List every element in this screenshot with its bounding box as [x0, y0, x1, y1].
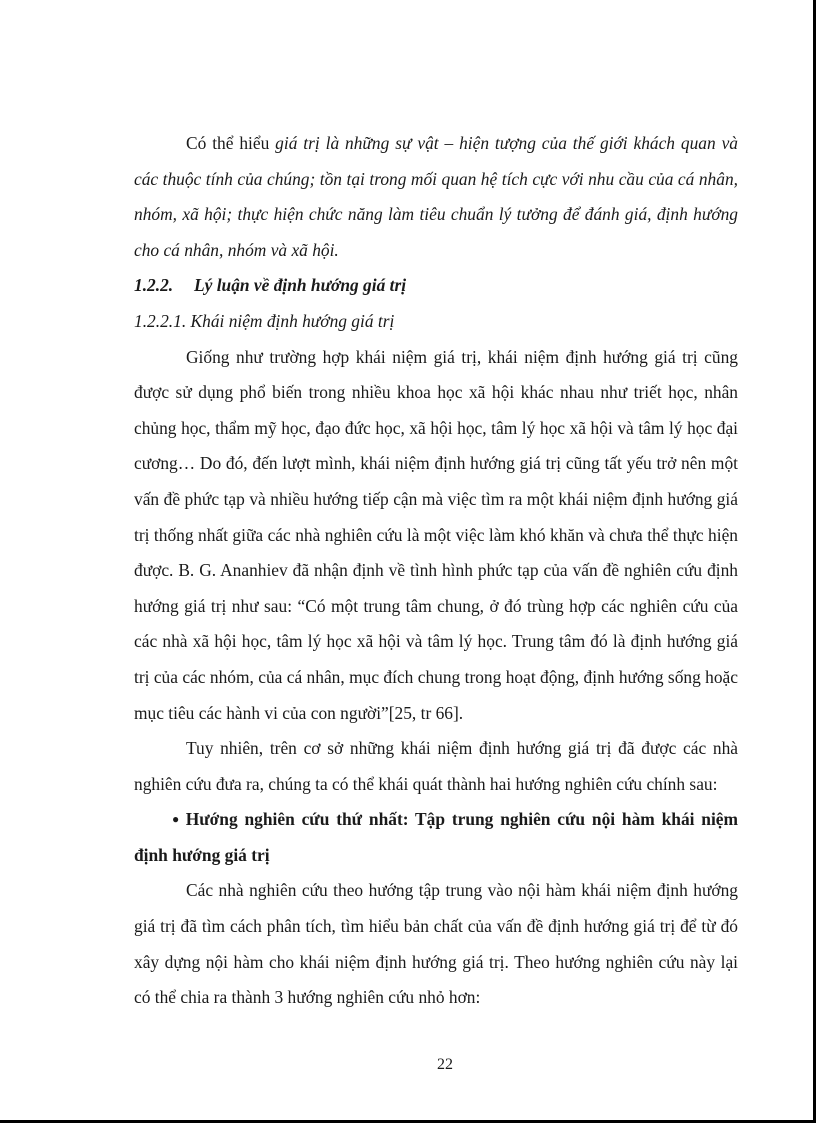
bullet-heading-first-direction — [134, 802, 738, 873]
document-body — [134, 126, 738, 1016]
subsection-heading-1-2-2-1: 1.2.2.1. Khái niệm định hướng giá trị — [134, 310, 395, 331]
section-heading-1-2-2 — [134, 268, 738, 304]
paragraph-concept-overview: Giống như trường hợp khái niệm giá trị, khái niệm định hướng giá trị cũng được sử dụng phổ biến trong nhiều khoa học xã hội khác nhau như triết học, nhân chủng học, thẩm mỹ học, đạo đức học, xã hội học, tâm lý học xã hội và tâm lý học đại cương… Do đó, đến lượt mình, khái niệm định hướng giá trị cũng tất yếu trở nên một vấn đề phức tạp và nhiều hướng tiếp cận mà việc tìm ra một khái niệm định hướng giá trị thống nhất giữa các nhà nghiên cứu là một việc làm khó khăn và chưa thể thực hiện được. B. G. Ananhiev đã nhận định về tình hình phức tạp của vấn đề nghiên cứu định hướng giá trị như sau: “Có một trung tâm chung, ở đó trùng hợp các nghiên cứu của các nhà xã hội học, tâm lý học xã hội và tâm lý học. Trung tâm đó là định hướng giá trị của các nhóm, của cá nhân, mục đích chung trong hoạt động, định hướng sống hoặc mục tiêu các hành vi của con người”[25, tr 66]. — [134, 346, 738, 723]
page-number: 22 — [437, 1056, 453, 1073]
bullet-dot: ● — [172, 812, 182, 827]
paragraph-value-definition — [134, 126, 738, 268]
paragraph-lead: Có thể hiểu — [186, 133, 276, 153]
paragraph-research-directions: Tuy nhiên, trên cơ sở những khái niệm định hướng giá trị đã được các nhà nghiên cứu đưa ra, chúng ta có thể khái quát thành hai hướng nghiên cứu chính sau: — [134, 738, 738, 794]
section-title: Lý luận về định hướng giá trị — [194, 275, 407, 296]
section-number: 1.2.2. — [134, 275, 174, 296]
paragraph-first-direction: Các nhà nghiên cứu theo hướng tập trung vào nội hàm khái niệm định hướng giá trị đã tìm cách phân tích, tìm hiểu bản chất của vấn đề định hướng giá trị để từ đó xây dựng nội hàm cho khái niệm định hướng giá trị. Theo hướng nghiên cứu này lại có thể chia ra thành 3 hướng nghiên cứu nhỏ hơn: — [134, 880, 738, 1008]
bullet-heading-text: Hướng nghiên cứu thứ nhất: Tập trung nghiên cứu nội hàm khái niệm định hướng giá trị — [134, 809, 738, 865]
value-definition-italic: giá trị là những sự vật – hiện tượng của thế giới khách quan và các thuộc tính của chúng; tồn tại trong mối quan hệ tích cực với nhu cầu của cá nhân, nhóm, xã hội; thực hiện chức năng làm tiêu chuẩn lý tưởng để đánh giá, định hướng cho cá nhân, nhóm và xã hội. — [134, 133, 738, 260]
